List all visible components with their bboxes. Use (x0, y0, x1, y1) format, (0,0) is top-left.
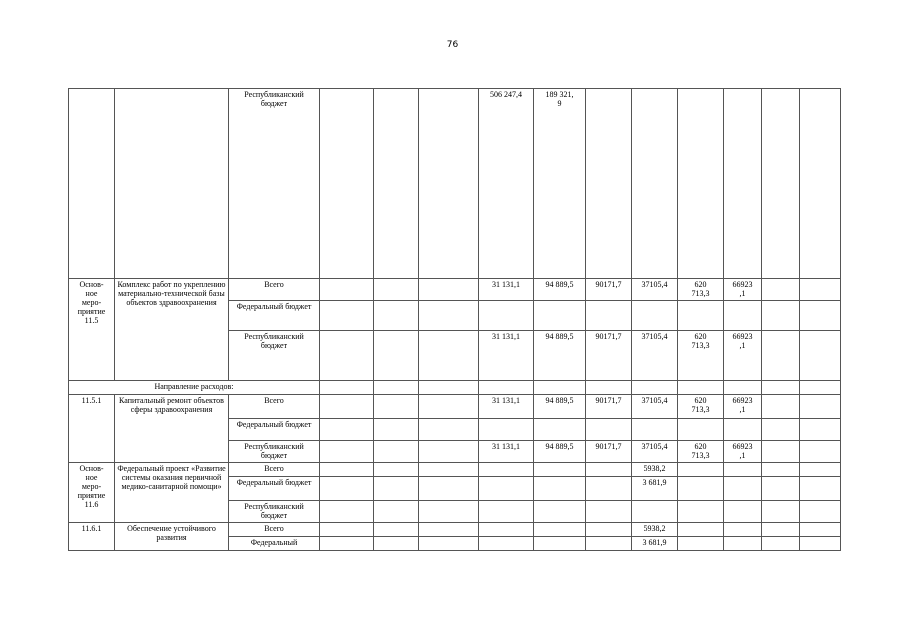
name-cell: Федеральный проект «Развитие системы оказания первичной медико-санитарной помощи» (115, 463, 229, 523)
table-row (69, 381, 841, 395)
value-cell: 620 713,3 (678, 279, 724, 301)
value-cell: 31 131,1 (479, 279, 534, 301)
value-cell: 37105,4 (632, 441, 678, 463)
value-cell: 3 681,9 (632, 477, 678, 501)
value-cell: 506 247,4 (479, 89, 534, 279)
value-cell: 90171,7 (586, 331, 632, 381)
source-cell: Республиканский бюджет (229, 89, 320, 279)
name-cell: Комплекс работ по укреплению материально-технической базы объектов здравоохранения (115, 279, 229, 381)
source-cell: Федеральный бюджет (229, 301, 320, 331)
value-cell: 94 889,5 (534, 441, 586, 463)
value-cell: 90171,7 (586, 279, 632, 301)
table-row (69, 89, 841, 279)
source-cell: Республиканский бюджет (229, 501, 320, 523)
value-cell: 31 131,1 (479, 331, 534, 381)
value-cell: 37105,4 (632, 331, 678, 381)
source-cell: Всего (229, 463, 320, 477)
source-cell: Всего (229, 395, 320, 419)
code-cell: 11.6.1 (69, 523, 115, 551)
name-cell: Капитальный ремонт объектов сферы здравоохранения (115, 395, 229, 463)
source-cell: Республиканский бюджет (229, 441, 320, 463)
value-cell: 66923 ,1 (724, 331, 762, 381)
source-cell: Федеральный (229, 537, 320, 551)
value-cell: 5938,2 (632, 523, 678, 537)
table-row (69, 463, 841, 477)
value-cell: 620 713,3 (678, 395, 724, 419)
value-cell: 94 889,5 (534, 331, 586, 381)
value-cell: 66923 ,1 (724, 279, 762, 301)
code-cell: 11.5.1 (69, 395, 115, 463)
value-cell: 94 889,5 (534, 395, 586, 419)
value-cell: 3 681,9 (632, 537, 678, 551)
source-cell: Федеральный бюджет (229, 477, 320, 501)
page-number: 76 (446, 40, 459, 50)
budget-table (68, 88, 841, 551)
name-cell: Обеспечение устойчивого развития (115, 523, 229, 551)
source-cell: Федеральный бюджет (229, 419, 320, 441)
value-cell: 31 131,1 (479, 441, 534, 463)
value-cell: 31 131,1 (479, 395, 534, 419)
value-cell: 620 713,3 (678, 331, 724, 381)
code-cell: Основ- ное меро- приятие 11.5 (69, 279, 115, 381)
name-cell (115, 89, 229, 279)
table-row (69, 279, 841, 301)
code-cell (69, 89, 115, 279)
value-cell: 620 713,3 (678, 441, 724, 463)
value-cell: 189 321, 9 (534, 89, 586, 279)
value-cell: 90171,7 (586, 441, 632, 463)
code-cell: Основ- ное меро- приятие 11.6 (69, 463, 115, 523)
source-cell: Всего (229, 279, 320, 301)
value-cell: 66923 ,1 (724, 395, 762, 419)
value-cell: 66923 ,1 (724, 441, 762, 463)
table-row (69, 523, 841, 537)
value-cell: 37105,4 (632, 279, 678, 301)
value-cell: 94 889,5 (534, 279, 586, 301)
direction-label: Направление расходов: (69, 381, 320, 395)
source-cell: Республиканский бюджет (229, 331, 320, 381)
value-cell: 5938,2 (632, 463, 678, 477)
value-cell: 90171,7 (586, 395, 632, 419)
value-cell: 37105,4 (632, 395, 678, 419)
source-cell: Всего (229, 523, 320, 537)
table-row (69, 395, 841, 419)
